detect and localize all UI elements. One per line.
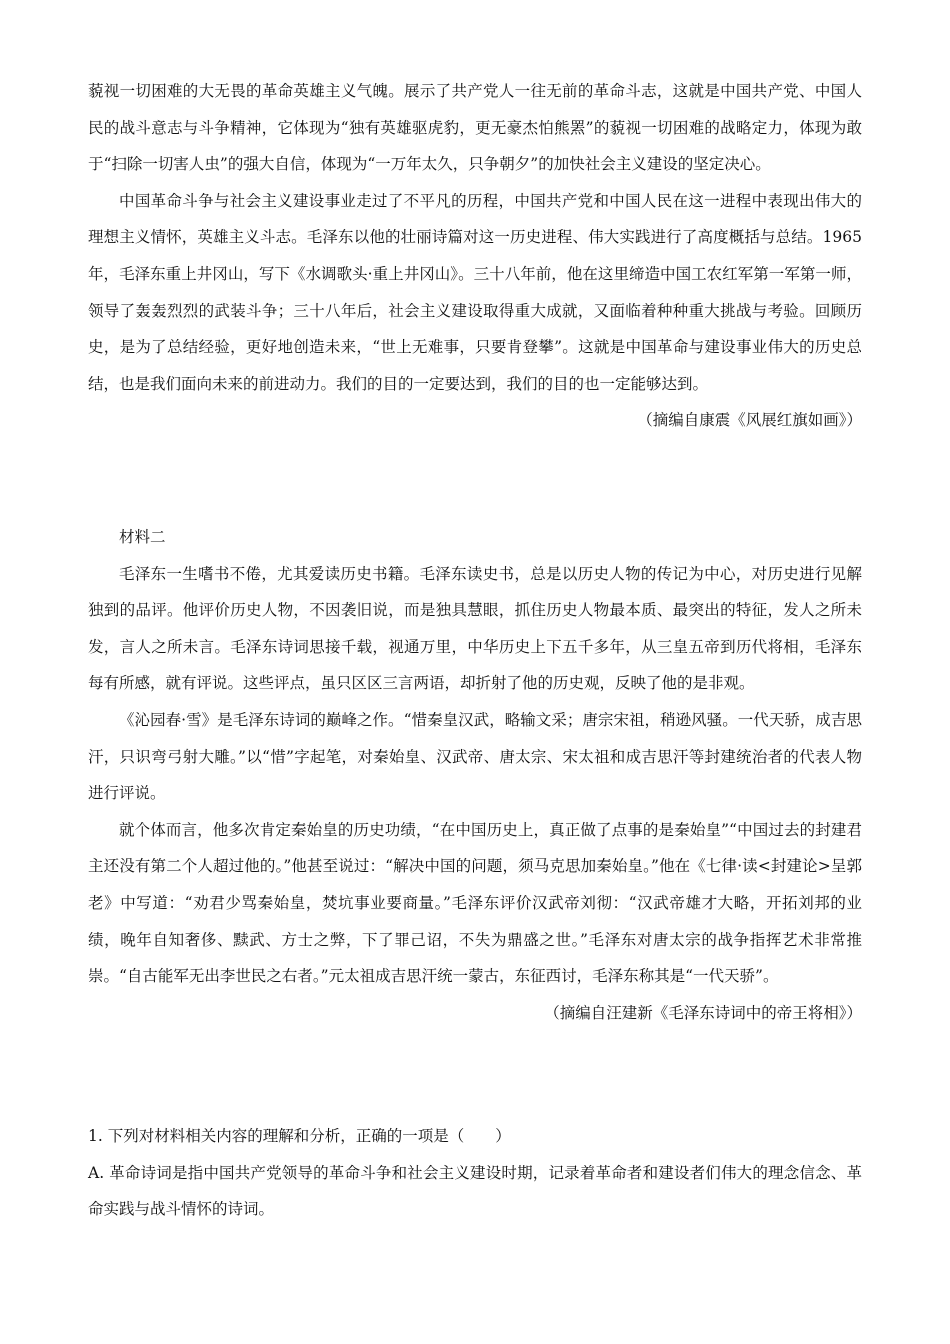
material2-paragraph-2: 《沁园春·雪》是毛泽东诗词的巅峰之作。“惜秦皇汉武，略输文采；唐宗宋祖，稍逊风骚。一代天骄，成吉思汗，只识弯弓射大雕。”以“惜”字起笔，对秦始皇、汉武帝、唐太宗、宋太祖和成吉思汗等封建统治者的代表人物进行评说。 bbox=[88, 710, 862, 803]
material1-paragraph-1: 藐视一切困难的大无畏的革命英雄主义气魄。展示了共产党人一往无前的革命斗志，这就是中国共产党、中国人民的战斗意志与斗争精神，它体现为“独有英雄驱虎豹，更无豪杰怕熊罴”的藐视一切困难的战略定力，体现为敢于“扫除一切害人虫”的强大自信，体现为“一万年太久，只争朝夕”的加快社会主义建设的坚定决心。 bbox=[88, 82, 862, 174]
material2-paragraph-1: 毛泽东一生嗜书不倦，尤其爱读历史书籍。毛泽东读史书，总是以历史人物的传记为中心，对历史进行见解独到的品评。他评价历史人物，不因袭旧说，而是独具慧眼，抓住历史人物最本质、最突出的特征，发人之所未发，言人之所未言。毛泽东诗词思接千载，视通万里，中华历史上下五千多年，从三皇五帝到历代将相，毛泽东每有所感，就有评说。这些评点，虽只区区三言两语，却折射了他的历史观，反映了他的是非观。 bbox=[88, 564, 862, 693]
material2-heading: 材料二 bbox=[119, 528, 166, 546]
question1-stem: 1. 下列对材料相关内容的理解和分析，正确的一项是（ ） bbox=[88, 1127, 511, 1145]
material1-source: （摘编自康震《风展红旗如画》） bbox=[637, 411, 862, 430]
question1-block bbox=[88, 1118, 862, 1228]
material2-paragraph-3: 就个体而言，他多次肯定秦始皇的历史功绩，“在中国历史上，真正做了点事的是秦始皇”“中国过去的封建君主还没有第二个人超过他的。”他甚至说过：“解决中国的问题，须马克思加秦始皇。”他在《七律·读<封建论>呈郭老》中写道：“劝君少骂秦始皇，焚坑事业要商量。”毛泽东评价汉武帝刘彻：“汉武帝雄才大略，开拓刘邦的业绩，晚年自知奢侈、黩武、方士之弊，下了罪己诏，不失为鼎盛之世。”毛泽东对唐太宗的战争指挥艺术非常推崇。“自古能军无出李世民之右者。”元太祖成吉思汗统一蒙古，东征西讨，毛泽东称其是“一代天骄”。 bbox=[88, 820, 862, 986]
material1-block bbox=[88, 73, 862, 439]
material2-source: （摘编自汪建新《毛泽东诗词中的帝王将相》） bbox=[544, 1003, 862, 1022]
material1-paragraph-2: 中国革命斗争与社会主义建设事业走过了不平凡的历程，中国共产党和中国人民在这一进程中表现出伟大的理想主义情怀，英雄主义斗志。毛泽东以他的壮丽诗篇对这一历史进程、伟大实践进行了高度概括与总结。1965年，毛泽东重上井冈山，写下《水调歌头·重上井冈山》。三十八年前，他在这里缔造中国工农红军第一军第一师，领导了轰轰烈烈的武装斗争；三十八年后，社会主义建设取得重大成就，又面临着种种重大挑战与考验。回顾历史，是为了总结经验，更好地创造未来，“世上无难事，只要肯登攀”。这就是中国革命与建设事业伟大的历史总结，也是我们面向未来的前进动力。我们的目的一定要达到，我们的目的也一定能够达到。 bbox=[88, 191, 862, 393]
material2-block bbox=[88, 519, 862, 1031]
question1-option-a: A. 革命诗词是指中国共产党领导的革命斗争和社会主义建设时期，记录着革命者和建设者们伟大的理念信念、革命实践与战斗情怀的诗词。 bbox=[88, 1163, 862, 1219]
